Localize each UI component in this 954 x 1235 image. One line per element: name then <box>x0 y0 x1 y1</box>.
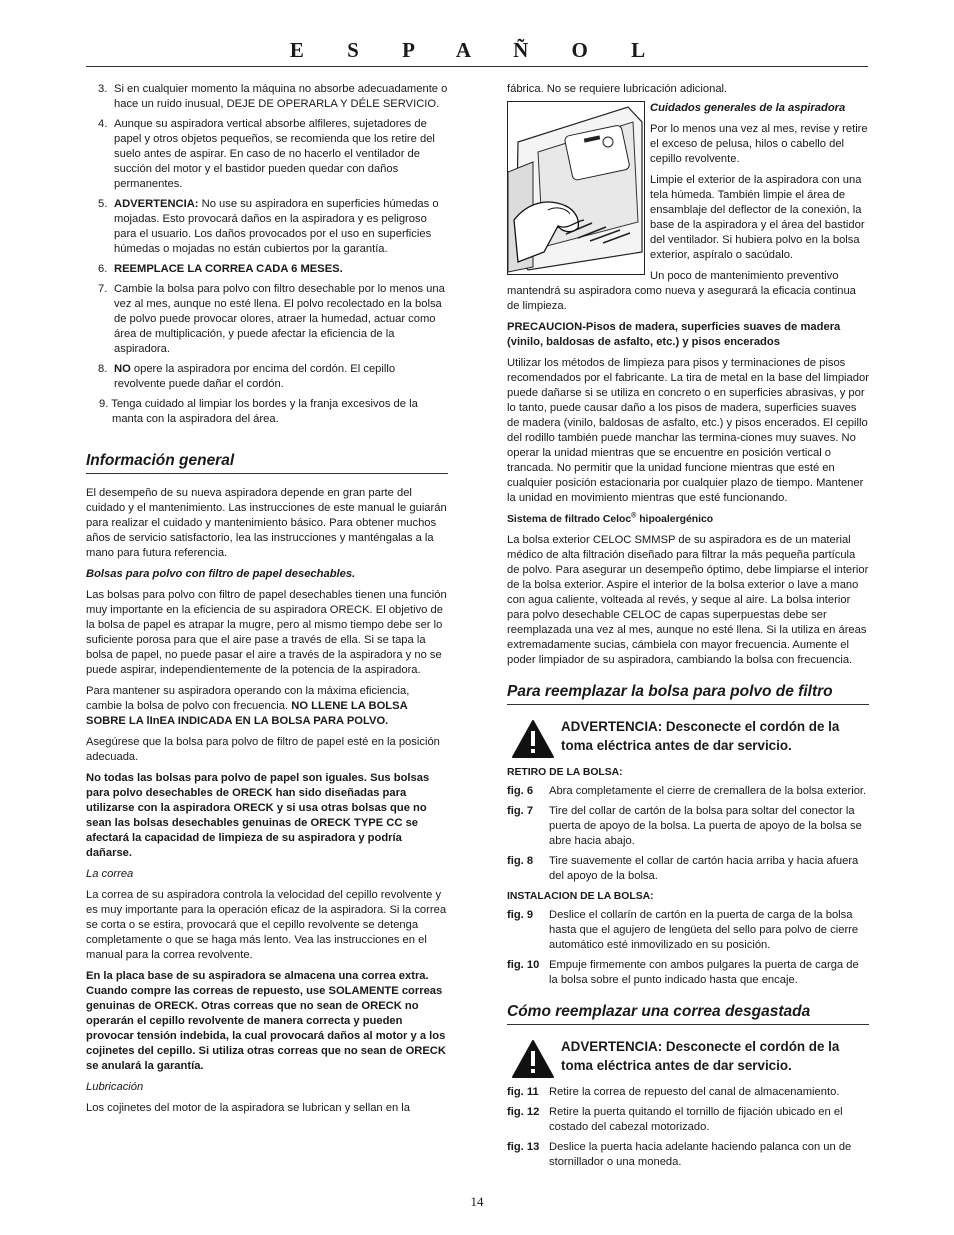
lubrication-paragraph: Los cojinetes del motor de la aspiradora se lubrican y sellan en la <box>86 1102 411 1114</box>
belt-paragraph-bold: En la placa base de su aspiradora se almacena una correa extra. Cuando compre las correas de repuesto, use SOLAMENTE correas genuinas de ORECK. Otras correas que no sean de ORECK no operarán el cepillo revolvente de manera correcta y pueden provocar tensión indebida, la cual provocará daños al motor y a los cojinetes del cepillo. Si utiliza otras correas que no sean de ORECK se anulará la garantía. <box>86 970 446 1072</box>
care-paragraph: Un poco de mantenimiento preventivo mantendrá su aspiradora como nueva y asegurará la eficacia continua de limpieza. <box>507 270 856 312</box>
fig-step: fig. 9 Deslice el collarín de cartón en la puerta de carga de la bolsa hasta que el agujero de lengüeta del sello para polvo de cierre automático esté inmovilizado en su posición. <box>507 909 859 951</box>
right-column <box>507 82 869 1175</box>
removal-heading: RETIRO DE LA BOLSA: <box>507 767 623 778</box>
caution-paragraph: Utilizar los métodos de limpieza para pisos y terminaciones de pisos recomendados por el fabricante. La tira de metal en la base del limpiador puede dañarse si se utiliza en concreto o en superficies abrasivas, y por lo tanto, puede causar daño a los pisos de madera, superficies suaves de madera (vinilo, baldosas de asfalto, etc.) y pisos encerados. El cepillo del rodillo también puede manchar las termina-ciones muy suaves. No operar la unidad mientras que se encuentre en posición vertical o trancada. No permitir que la unidad funcione mientras que esté en cualquier posición estacionaria por cualquier plazo de tiempo. Mantener la unidad en movimiento mientras que esté funcionando. <box>507 357 869 504</box>
fig-step: fig. 6 Abra completamente el cierre de cremallera de la bolsa exterior. <box>507 785 867 797</box>
install-heading: INSTALACION DE LA BOLSA: <box>507 891 654 902</box>
bags-paragraph-bold: No todas las bolsas para polvo de papel son iguales. Sus bolsas para polvo desechables de ORECK han sido diseñadas para utilizarse con la aspiradora ORECK y si usa otras bolsas que no sean las bolsas desechables genuinas de ORECK TYPE CC se afectará la capacidad de limpieza de su aspiradora y podría dañarse. <box>86 772 430 859</box>
warning-icon <box>511 719 555 759</box>
care-paragraph: Limpie el exterior de la aspiradora con una tela húmeda. También limpie el área de ensamblaje del deflector de la conexión, la base de la aspiradora y el área del bastidor del ventilador. Si hubiera polvo en la bolsa exterior, aspíralo o sacúdalo. <box>650 174 865 261</box>
subheading-care: Cuidados generales de la aspiradora <box>650 102 846 114</box>
bags-paragraph: Las bolsas para polvo con filtro de papel desechables tienen una función muy importante en la eficiencia de su aspiradora ORECK. El objetivo de la bolsa de papel es atrapar la mugre, pero al mismo tiempo debe ser lo suficiente porosa para que el aire pase a través de ella. Si se tapa la bolsa de papel, no puede pasar el aire a través de la aspiradora y no se puede aspirar, independientemente de la potencia de la aspiradora. <box>86 589 447 676</box>
care-paragraph: Por lo menos una vez al mes, revise y retire el exceso de pelusa, hilos o cabello del cepillo revolvente. <box>650 123 868 165</box>
fig-step: fig. 8 Tire suavemente el collar de cartón hacia arriba y hacia afuera del apoyo de la bolsa. <box>507 855 859 882</box>
section-heading-replace-bag: Para reemplazar la bolsa para polvo de filtro <box>507 682 869 705</box>
section-heading-replace-belt: Cómo reemplazar una correa desgastada <box>507 1002 869 1025</box>
fig-step: fig. 7 Tire del collar de cartón de la bolsa para soltar del conector la puerta de apoyo de la bolsa. La puerta de apoyo de la bolsa se abre hacia abajo. <box>507 805 862 847</box>
subheading-bags: Bolsas para polvo con filtro de papel desechables. <box>86 568 356 580</box>
list-item: 5. ADVERTENCIA: No use su aspiradora en superficies húmedas o mojadas. Esto provocará daños en la aspiradora y es peligroso para el usuario. Los daños provocados por el uso en superficies húmedas o mojadas no están cubiertos por la garantía. <box>98 198 439 255</box>
fig-step: fig. 10 Empuje firmemente con ambos pulgares la puerta de carga de la bolsa sobre el punto indicado hasta que encaje. <box>507 959 859 986</box>
lubrication-continued: fábrica. No se requiere lubricación adicional. <box>507 83 728 95</box>
page-language-title: E S P A Ñ O L <box>289 38 665 62</box>
title-rule <box>86 66 868 67</box>
warning-icon <box>511 1039 555 1079</box>
fig-step: fig. 12 Retire la puerta quitando el tornillo de fijación ubicado en el costado del cabezal motorizado. <box>507 1106 843 1133</box>
bags-paragraph: Asegúrese que la bolsa para polvo de filtro de papel esté en la posición adecuada. <box>86 736 440 763</box>
caution-heading: PRECAUCION-Pisos de madera, superficies suaves de madera (vinilo, baldosas de asfalto, etc.) y pisos encerados <box>507 321 841 348</box>
list-item: 4. Aunque su aspiradora vertical absorbe alfileres, sujetadores de papel y otros objetos pequeños, se recomienda que los retire del suelo antes de aspirar. En caso de no hacerlo el ventilador de succión del motor y el bastidor pueden quedar con daños permanentes. <box>98 118 435 190</box>
bags-paragraph: Para mantener su aspiradora operando con la máxima eficiencia, cambie la bolsa de polvo con frecuencia. NO LLENE LA BOLSA SOBRE LA lInEA INDICADA EN LA BOLSA PARA POLVO. <box>86 685 410 727</box>
list-item: 9. Tenga cuidado al limpiar los bordes y la franja excesivos de la manta con la aspiradora del área. <box>99 398 418 425</box>
left-column <box>86 82 448 1122</box>
fig-step: fig. 13 Deslice la puerta hacia adelante haciendo palanca con un de stornillador o una moneda. <box>507 1141 852 1168</box>
list-item: 8. NO opere la aspiradora por encima del cordón. El cepillo revolvente puede dañar el cordón. <box>98 363 396 390</box>
page-number: 14 <box>470 1194 484 1209</box>
filter-paragraph: La bolsa exterior CELOC SMMSP de su aspiradora es de un material médico de alta filtración diseñado para filtrar la más pequeña partícula de polvo. Para asegurar un desempeño óptimo, debe limpiarse el interior de la bolsa exterior. Aspire el interior de la bolsa exterior o lave a mano con agua caliente, volteada al revés, y seque al aire. La bolsa interior para polvo desechable CELOC de capas superpuestas debe ser reemplazada una vez al mes, aunque no esté llena. Si la utiliza en áreas extremadamente sucias, cámbiela con mayor frecuencia. Aumente el poder limpiador de su aspiradora, cambiando la bolsa con frecuencia. <box>507 534 869 666</box>
subheading-belt: La correa <box>86 868 134 880</box>
info-paragraph: El desempeño de su nueva aspiradora depende en gran parte del cuidado y el mantenimiento. Las instrucciones de este manual le guiarán para realizar el cuidado y mantenimiento básico. Para obtener muchos años de servicio satisfactorio, lea las instrucciones y manténgalas a la mano para futura referencia. <box>86 487 447 559</box>
warning-box: ADVERTENCIA: Desconecte el cordón de la toma eléctrica antes de dar servicio. <box>507 717 869 757</box>
list-item: 7. Cambie la bolsa para polvo con filtro desechable por lo menos una vez al mes, aunque no esté llena. El polvo recolectado en la bolsa de polvo puede provocar olores, atraer la humedad, actuar como área de multiplicación, y puede afectar la eficiencia de la aspiradora. <box>98 283 445 355</box>
vacuum-illustration <box>507 101 645 275</box>
belt-paragraph: La correa de su aspiradora controla la velocidad del cepillo revolvente y es muy importante para la operación eficaz de la aspiradora. Si la correa se corta o se estira, provocará que el cepillo revolvente se detenga completamente o que se haga más lento. Vea las instrucciones en el manual para la correa revolvente. <box>86 889 447 961</box>
fig-step: fig. 11 Retire la correa de repuesto del canal de almacenamiento. <box>507 1086 840 1098</box>
filter-heading: Sistema de filtrado Celoc® hipoalergénico <box>507 512 714 525</box>
list-item: 6. REEMPLACE LA CORREA CADA 6 MESES. <box>98 263 343 275</box>
list-item: 3. Si en cualquier momento la máquina no absorbe adecuadamente o hace un ruido inusual, DEJE DE OPERARLA Y DÉLE SERVICIO. <box>98 83 448 110</box>
warning-box: ADVERTENCIA: Desconecte el cordón de la toma eléctrica antes de dar servicio. <box>507 1037 869 1077</box>
subheading-lubrication: Lubricación <box>86 1081 144 1093</box>
section-heading-info: Información general <box>86 451 448 474</box>
